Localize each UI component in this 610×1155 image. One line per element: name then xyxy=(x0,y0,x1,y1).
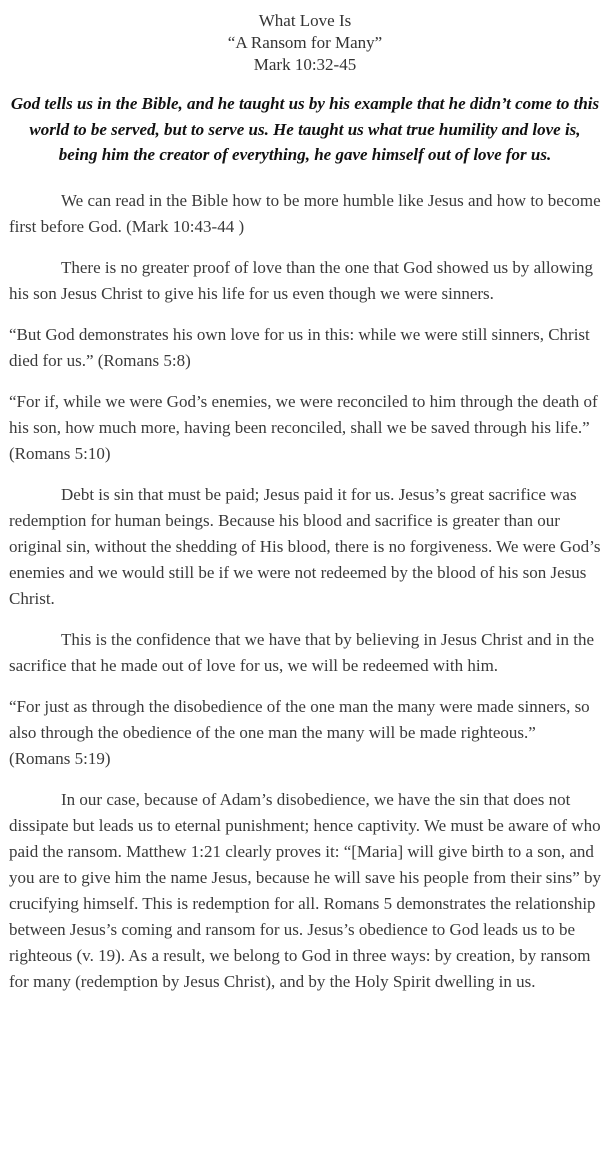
body-paragraph-adam: In our case, because of Adam’s disobedience, we have the sin that does not dissipate but leads us to eternal punishment; hence captivity. We must be aware of who paid the ransom. Matthew 1:21 clearly proves it: “[Maria] will give birth to a son, and you are to give him the name Jesus, because he will save his people from their sins” by crucifying himself. This is redemption for all. Romans 5 demonstrates the relationship between Jesus’s coming and ransom for us. Jesus’s obedience to God leads us to be righteous (v. 19). As a result, we belong to God in three ways: by creation, by ransom for many (redemption by Jesus Christ), and by the Holy Spirit dwelling in us. xyxy=(9,789,602,991)
quote-romans-5-8: “But God demonstrates his own love for us in this: while we were still sinners, Christ died for us.” (Romans 5:8) xyxy=(9,324,590,370)
quote-romans-5-19: “For just as through the disobedience of the one man the many were made sinners, so also through the obedience of the one man the many will be made righteous.” (Romans 5:19) xyxy=(9,696,590,768)
title-block xyxy=(9,10,601,76)
quote-romans-5-10: “For if, while we were God’s enemies, we were reconciled to him through the death of his son, how much more, having been reconciled, shall we be saved through his life.” (Romans 5:10) xyxy=(9,391,598,463)
document-subtitle: “A Ransom for Many” xyxy=(227,33,383,52)
body-paragraph-debt: Debt is sin that must be paid; Jesus paid it for us. Jesus’s great sacrifice was redemption for human beings. Because his blood and sacrifice is greater than our original sin, without the shedding of His blood, there is no forgiveness. We were God’s enemies and we would still be if we were not redeemed by the blood of his son Jesus Christ. xyxy=(9,484,601,608)
intro-statement: God tells us in the Bible, and he taught us by his example that he didn’t come to this world to be served, but to serve us. He taught us what true humility and love is, being him the creator of everything, he gave himself out of love for us. xyxy=(10,94,600,164)
body-paragraph-2: There is no greater proof of love than the one that God showed us by allowing his son Jesus Christ to give his life for us even though we were sinners. xyxy=(9,257,594,303)
document-title: What Love Is xyxy=(258,11,352,30)
body-paragraph-1: We can read in the Bible how to be more humble like Jesus and how to become first before God. (Mark 10:43-44 ) xyxy=(9,190,601,236)
scripture-reference: Mark 10:32-45 xyxy=(253,55,357,74)
body-paragraph-confidence: This is the confidence that we have that by believing in Jesus Christ and in the sacrifice that he made out of love for us, we will be redeemed with him. xyxy=(9,629,595,675)
